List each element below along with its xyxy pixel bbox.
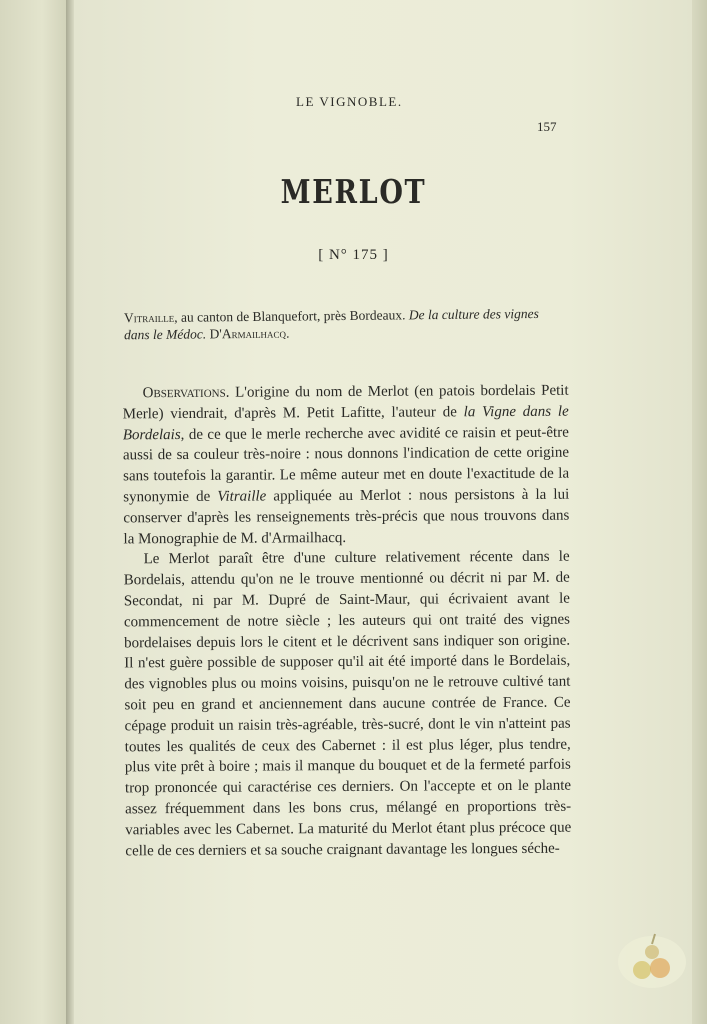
page-number: 157 [537,119,557,134]
observations-text-2: de ce que le merle recherche avec avidité ce raisin et peut-être aussi de sa couleur très-noire : nous donnons l'indication de cette origine sans toutefois la garantir. Le même auteur met en doute l'exactitude de la synonymie de [122,424,570,506]
page-title: MERLOT [280,172,427,211]
synonym-name: Vitraille [123,309,175,326]
synonym-author: Armailhacq [221,325,287,342]
body-text [123,381,572,862]
observations-synonym-ref: Vitraille [217,488,267,505]
observations-work-title: la Vigne dans le Bordelais, [122,403,569,443]
synonym-author-suffix: . [285,325,290,341]
running-head: LE VIGNOBLE. [296,94,403,109]
facing-page-edge [0,0,70,1024]
observations-text-3: appliquée au Merlot : nous persistons à la lui conserver d'après les renseignements très-précis que nous trouvons dans la Monographie de M. d'Armailhacq. [123,486,570,547]
culture-paragraph: Le Merlot paraît être d'une culture relativement récente dans le Bordelais, attendu qu'on ne le trouve mentionné ou décrit ni par M. de Secondat, ni par M. Dupré de Saint-Maur, qui écrivaient avant le commencement de notre siècle ; les auteurs qui ont traité des vignes bordelaises depuis lors le citent et le décrivent sans indiquer son origine. Il n'est guère possible de supposer qu'il ait été importé dans le Bordelais, des vignobles plus ou moins voisins, puisqu'on ne le retrouve cultivé tant soit peu en grand et anciennement dans aucune contrée de France. Ce cépage produit un raisin très-agréable, très-sucré, dont le vin n'atteint pas toutes les qualités de ceux des Cabernet : il est plus léger, plus tendre, plus vite prêt à boire ; mais il manque du bouquet et de la fermeté parfois trop prononcée qui caractérise ces derniers. On l'accepte et on le plante assez fréquemment dans les bons crus, mélangé en proportions très-variables avec les Cabernet. La maturité du Merlot étant plus précoce que celle de ces derniers et sa souche craignant davantage les longues séche- [123,549,572,859]
synonym-work: De la culture des vignes dans le Médoc. [124,305,539,343]
observations-paragraph [123,381,570,550]
synonym-entry [124,305,564,344]
book-gutter [66,0,74,1024]
observations-label: Observations. [142,384,230,402]
page-edge-right [692,0,707,1024]
synonym-author-prefix: D' [206,326,222,342]
corner-fruit-icon [612,922,692,992]
synonym-location: , au canton de Blanquefort, près Bordeaux. [174,307,409,325]
observations-text-1: L'origine du nom de Merlot (en patois bordelais Petit Merle) viendrait, d'après M. Petit Lafitte, l'auteur de [122,382,569,423]
entry-number: [ N° 175 ] [318,247,389,263]
